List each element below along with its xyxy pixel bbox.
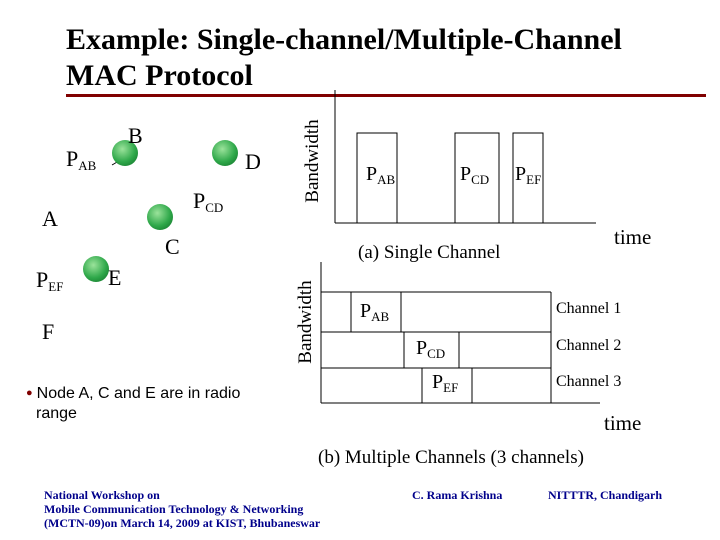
channel-3-label: Channel 3 — [556, 373, 622, 390]
footer-left: National Workshop on Mobile Communication Technology & Networking (MCTN-09)on March 14, 2009 at KIST, Bhubaneswar — [44, 488, 321, 530]
radio-range-bullet: ● Node A, C and E are in radio range — [26, 385, 241, 422]
channel-2-label: Channel 2 — [556, 337, 622, 354]
single-packet-ab: $P_{AB}$ — [366, 163, 396, 187]
label-b: B — [128, 123, 143, 148]
multi-packet-ef: $P_{EF}$ — [432, 371, 459, 395]
node-d — [212, 140, 238, 166]
single-y-label: Bandwidth — [302, 119, 323, 203]
multi-x-label: time — [604, 411, 642, 435]
title-line-2: MAC Protocol — [66, 59, 253, 92]
node-e — [83, 256, 109, 282]
label-f: F — [42, 319, 55, 344]
channel-1-label: Channel 1 — [556, 300, 622, 317]
label-e: E — [108, 265, 122, 290]
label-c: C — [165, 234, 180, 259]
single-packet-ef: $P_{EF}$ — [515, 163, 542, 187]
footer-center: C. Rama Krishna — [412, 488, 503, 502]
single-packet-cd: $P_{CD}$ — [460, 163, 490, 187]
single-caption: (a) Single Channel — [358, 242, 501, 263]
multi-y-label: Bandwidth — [295, 280, 316, 364]
node-c — [147, 204, 173, 230]
packet-ab-label: $P_{AB}$ — [66, 146, 97, 173]
packet-ef-label: $P_{EF}$ — [36, 267, 64, 294]
title-line-1: Example: Single-channel/Multiple-Channel — [66, 23, 622, 56]
multi-caption: (b) Multiple Channels (3 channels) — [318, 447, 584, 468]
footer-right: NITTTR, Chandigarh — [548, 488, 663, 502]
bullet-icon: ● — [26, 387, 33, 399]
multi-packet-ab: $P_{AB}$ — [360, 300, 390, 324]
label-a: A — [42, 206, 58, 231]
packet-cd-label: $P_{CD}$ — [193, 188, 224, 215]
multi-packet-cd: $P_{CD}$ — [416, 337, 446, 361]
label-d: D — [245, 149, 261, 174]
single-x-label: time — [614, 225, 652, 249]
